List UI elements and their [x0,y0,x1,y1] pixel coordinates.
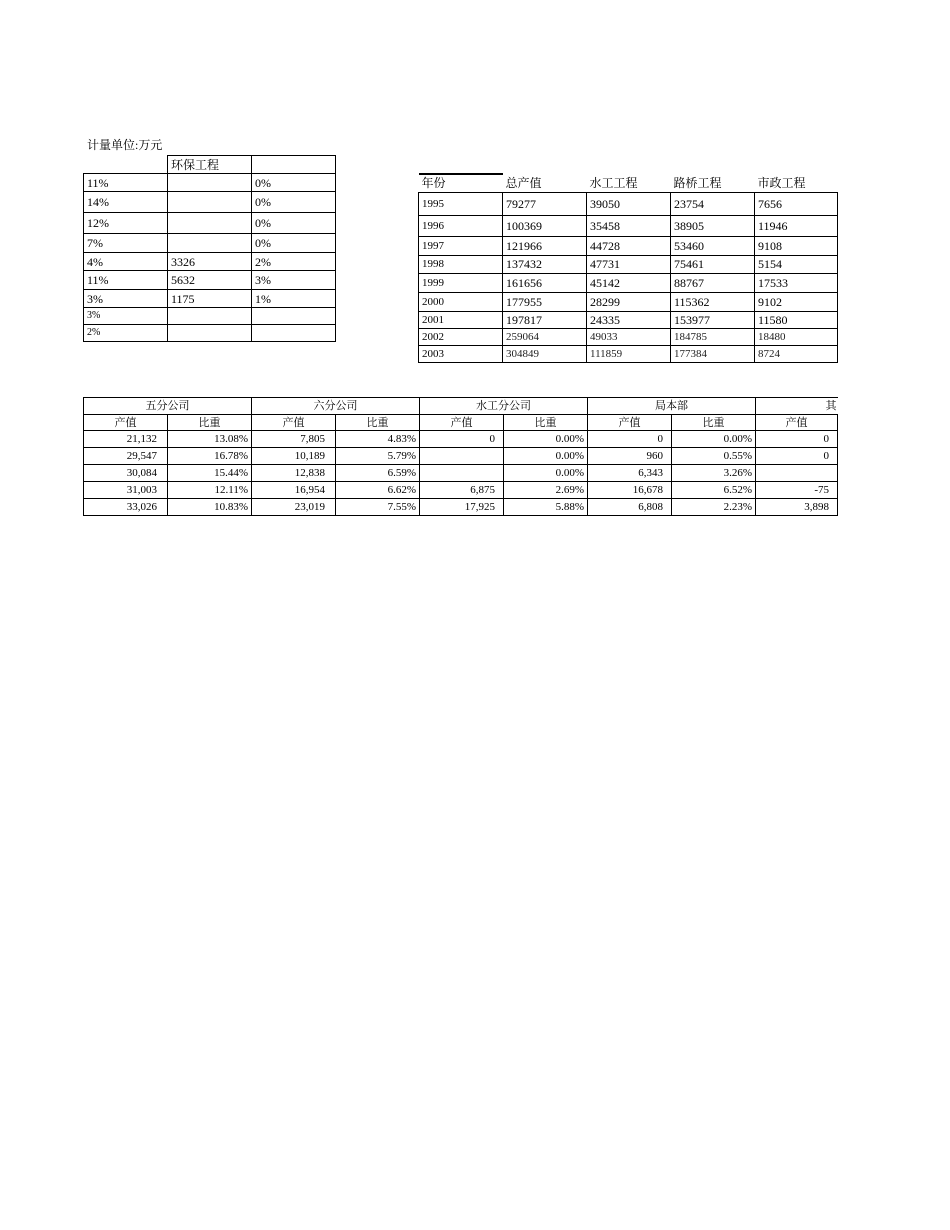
branch-table-cell: 0 [420,431,504,448]
left-table-cell [252,308,336,325]
year-table-cell: 1996 [419,215,503,236]
branch-table-row [84,448,838,465]
left-table-row [84,253,336,271]
left-table-cell: 3% [84,308,168,325]
branch-table-cell: 30,084 [84,465,168,482]
branch-table-cell: 0 [588,431,672,448]
branch-table-cell: 5.79% [336,448,420,465]
year-table-row [419,328,838,345]
branch-table-row [84,431,838,448]
branch-table-cell: 7.55% [336,499,420,516]
year-table-cell: 18480 [755,328,838,345]
year-table-row [419,311,838,328]
year-table-cell: 5154 [755,255,838,273]
branch-table-cell: 16,954 [252,482,336,499]
year-table-cell: 161656 [503,273,587,292]
left-table-cell: 1% [252,290,336,308]
year-table-cell: 11580 [755,311,838,328]
year-table-row [419,292,838,311]
left-table-cell: 11% [84,174,168,192]
left-table-cell: 0% [252,234,336,253]
year-table-cell: 11946 [755,215,838,236]
branch-table-cell: 0 [756,431,838,448]
year-table-cell: 7656 [755,192,838,215]
year-table-cell: 1998 [419,255,503,273]
left-table-cell [168,325,252,342]
branch-table-cell: 2.69% [504,482,588,499]
branch-table-cell: 5.88% [504,499,588,516]
left-table-row [84,308,336,325]
year-table-cell: 153977 [671,311,755,328]
year-header-cell: 水工工程 [587,174,671,192]
branch-table-cell: 3.26% [672,465,756,482]
year-table-cell: 2002 [419,328,503,345]
branch-table-cell: 6,343 [588,465,672,482]
branch-table-cell: 6.52% [672,482,756,499]
branch-table-cell: 13.08% [168,431,252,448]
left-table [83,155,336,342]
left-table-row [84,174,336,192]
year-header-cell: 总产值 [503,174,587,192]
branch-table-cell: 29,547 [84,448,168,465]
left-header-cell: 环保工程 [168,156,252,174]
branch-table-cell: 0 [756,448,838,465]
branch-table-row [84,499,838,516]
branch-table-cell: 17,925 [420,499,504,516]
year-table-cell: 88767 [671,273,755,292]
left-table-cell: 0% [252,192,336,213]
year-table-cell: 44728 [587,236,671,255]
year-header-cell: 路桥工程 [671,174,755,192]
branch-table-cell: 0.00% [504,431,588,448]
year-table-cell: 2000 [419,292,503,311]
branch-table-cell [420,465,504,482]
branch-table-cell: 0.00% [504,448,588,465]
year-table-cell: 39050 [587,192,671,215]
branch-table-cell: 12,838 [252,465,336,482]
year-table-cell: 259064 [503,328,587,345]
branch-table-cell: 6.62% [336,482,420,499]
left-table-cell: 5632 [168,271,252,290]
branch-table-cell: 15.44% [168,465,252,482]
year-table-cell: 38905 [671,215,755,236]
year-table-row [419,273,838,292]
branch-table-cell [756,465,838,482]
left-table-row [84,213,336,234]
branch-subheader: 产值 [588,415,672,431]
branch-subheader: 比重 [336,415,420,431]
left-header-cell-right [252,156,336,174]
left-table-cell [168,174,252,192]
branch-table-cell: 960 [588,448,672,465]
branch-table-cell: 33,026 [84,499,168,516]
year-header-cell: 市政工程 [755,174,838,192]
year-table-cell: 28299 [587,292,671,311]
year-table-cell: 53460 [671,236,755,255]
left-table-cell: 2% [84,325,168,342]
year-table-row [419,236,838,255]
branch-subheader: 产值 [420,415,504,431]
branch-table-cell: 4.83% [336,431,420,448]
branch-table-cell: 16,678 [588,482,672,499]
branch-table-cell: 16.78% [168,448,252,465]
branch-table-cell: 6.59% [336,465,420,482]
branch-table-cell: 10.83% [168,499,252,516]
year-table-cell: 1997 [419,236,503,255]
left-table-cell [168,213,252,234]
branch-group-header: 局本部 [588,398,756,415]
year-table-cell: 45142 [587,273,671,292]
branch-table-cell: 31,003 [84,482,168,499]
branch-table-cell: 6,875 [420,482,504,499]
left-table-cell: 11% [84,271,168,290]
branch-table-cell [420,448,504,465]
left-table-cell: 7% [84,234,168,253]
left-table-cell: 1175 [168,290,252,308]
year-header-cell: 年份 [419,174,503,192]
branch-group-row [84,398,838,415]
branch-subheader: 产值 [84,415,168,431]
year-table-cell: 75461 [671,255,755,273]
branch-table-cell: 0.55% [672,448,756,465]
branch-subheader: 比重 [504,415,588,431]
left-table-cell: 3% [252,271,336,290]
left-header-row [84,156,336,174]
branch-subheader: 比重 [672,415,756,431]
year-table-cell: 121966 [503,236,587,255]
year-table-cell: 2003 [419,345,503,362]
left-table-row [84,290,336,308]
branch-table-cell: 0.00% [672,431,756,448]
left-table-row [84,325,336,342]
branch-table-cell: 6,808 [588,499,672,516]
year-table-cell: 100369 [503,215,587,236]
year-header-row [419,174,838,192]
year-table-cell: 79277 [503,192,587,215]
left-table-cell [168,308,252,325]
branch-table-row [84,465,838,482]
left-table-cell: 12% [84,213,168,234]
year-table-cell: 111859 [587,345,671,362]
left-table-cell: 0% [252,213,336,234]
left-table-cell: 3% [84,290,168,308]
left-table-cell: 4% [84,253,168,271]
left-table-row [84,271,336,290]
year-table-cell: 1995 [419,192,503,215]
year-table-cell: 24335 [587,311,671,328]
left-table-cell: 0% [252,174,336,192]
year-table-row [419,255,838,273]
year-table-cell: 304849 [503,345,587,362]
year-table-cell: 2001 [419,311,503,328]
left-table-cell [168,192,252,213]
year-table-cell: 47731 [587,255,671,273]
left-table-cell: 2% [252,253,336,271]
left-table-cell [252,325,336,342]
branch-group-header: 六分公司 [252,398,420,415]
branch-table-cell: 3,898 [756,499,838,516]
year-table [418,173,838,363]
year-table-cell: 23754 [671,192,755,215]
year-table-cell: 197817 [503,311,587,328]
year-table-row [419,345,838,362]
left-table-cell: 3326 [168,253,252,271]
branch-table-cell: 10,189 [252,448,336,465]
year-table-cell: 9108 [755,236,838,255]
left-table-cell: 14% [84,192,168,213]
branch-subheader-row [84,415,838,431]
year-table-row [419,192,838,215]
branch-table-cell: 7,805 [252,431,336,448]
year-table-cell: 35458 [587,215,671,236]
branch-subheader: 产值 [756,415,838,431]
left-table-cell [168,234,252,253]
year-table-cell: 115362 [671,292,755,311]
year-table-cell: 184785 [671,328,755,345]
branch-table-cell: 21,132 [84,431,168,448]
branch-table-cell: 0.00% [504,465,588,482]
left-header-blank [84,156,168,174]
branch-table-row [84,482,838,499]
branch-table-cell: 2.23% [672,499,756,516]
year-table-cell: 177384 [671,345,755,362]
branch-subheader: 产值 [252,415,336,431]
unit-label: 计量单位:万元 [87,138,163,152]
year-table-cell: 8724 [755,345,838,362]
branch-subheader: 比重 [168,415,252,431]
branch-table [83,397,838,516]
branch-group-header: 水工分公司 [420,398,588,415]
branch-table-cell: 23,019 [252,499,336,516]
left-table-row [84,234,336,253]
year-table-cell: 177955 [503,292,587,311]
left-table-row [84,192,336,213]
year-table-cell: 137432 [503,255,587,273]
year-table-row [419,215,838,236]
branch-group-header: 五分公司 [84,398,252,415]
year-table-cell: 9102 [755,292,838,311]
branch-table-cell: 12.11% [168,482,252,499]
year-table-cell: 1999 [419,273,503,292]
year-table-cell: 49033 [587,328,671,345]
branch-group-header: 其 [756,398,838,415]
branch-table-cell: -75 [756,482,838,499]
year-table-cell: 17533 [755,273,838,292]
